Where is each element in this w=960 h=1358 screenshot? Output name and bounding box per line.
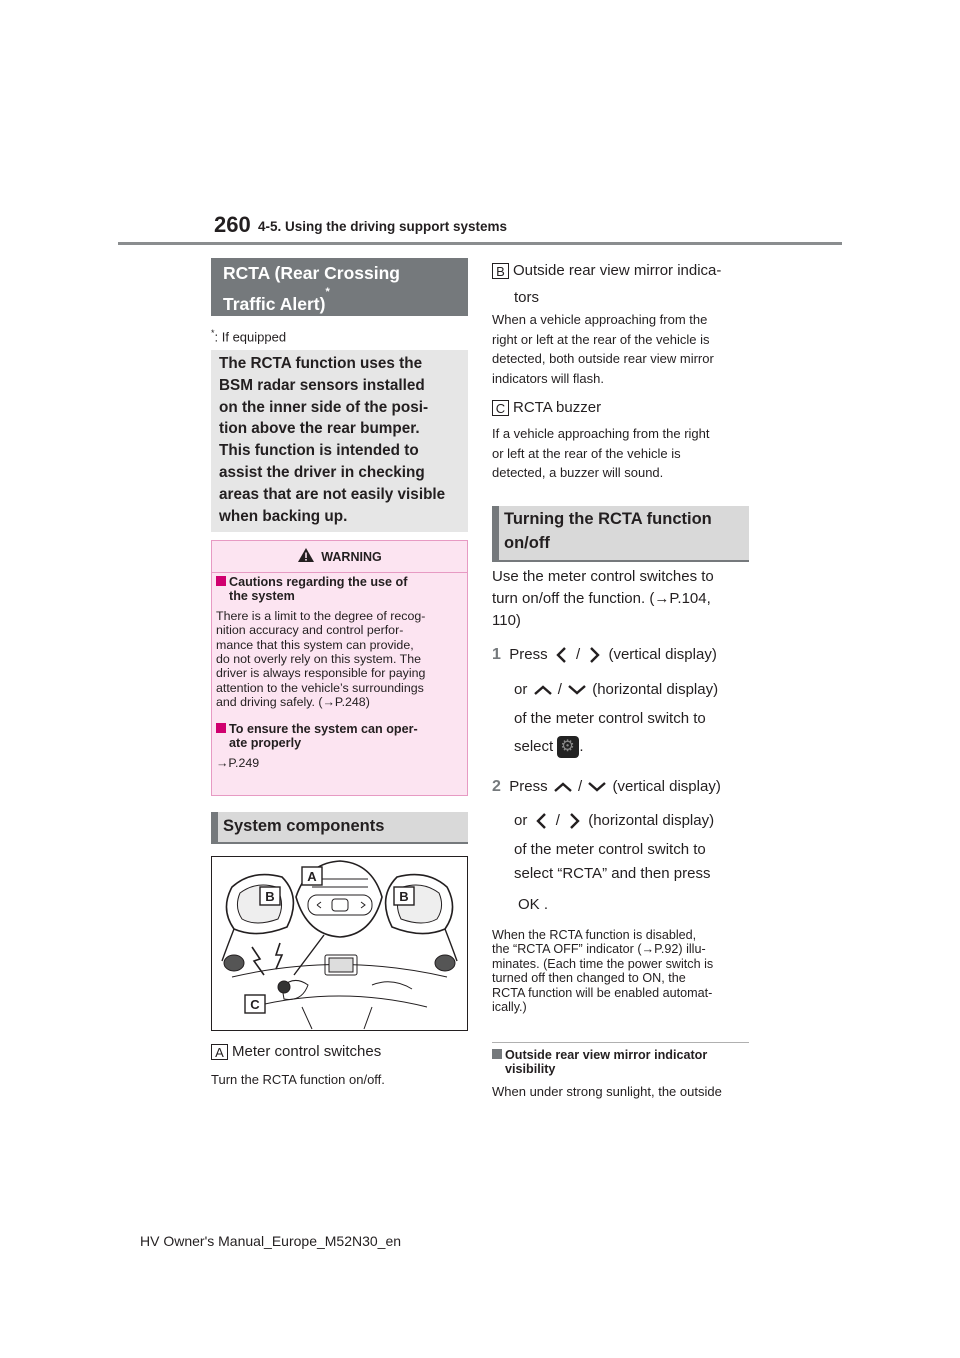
figure-label-b-right: B: [399, 889, 409, 904]
intro-line: The RCTA function uses the: [219, 355, 423, 372]
section-divider: [492, 1042, 749, 1043]
warning-box: [211, 540, 468, 796]
step-1-line2: or / (horizontal display): [514, 681, 719, 698]
intro-line: BSM radar sensors installed: [219, 376, 425, 394]
cockpit-illustration: [211, 856, 468, 1031]
ok-button-icon: OK: [518, 896, 540, 913]
step-1-line1: 1 Press / (vertical display): [492, 644, 717, 666]
step-2-line1: 2 Press / (vertical display): [492, 778, 721, 795]
warning-ref: →P.249: [216, 756, 260, 771]
item-a-desc: Turn the RCTA function on/off.: [211, 1072, 385, 1087]
intro-line: when backing up.: [219, 507, 348, 525]
cockpit-drawing: [212, 857, 467, 1030]
label-a: A: [211, 1044, 228, 1060]
chevron-right-icon: [584, 645, 604, 665]
turning-intro: Use the meter control switches to turn on/off the function. (→P.104, 110): [492, 568, 714, 629]
warning-title: WARNING: [212, 547, 467, 564]
step-2-line4: select “RCTA” and then press: [514, 865, 711, 882]
chevron-down-icon: [586, 780, 608, 794]
warning-rule: [212, 572, 467, 573]
chevron-up-icon: [552, 780, 574, 794]
figure-label-b-left: B: [265, 889, 275, 904]
settings-gear-icon: [557, 736, 579, 758]
intro-line: tion above the rear bumper.: [219, 420, 420, 438]
warning-body: [216, 574, 462, 771]
chevron-left-icon: [532, 811, 552, 831]
rcta-heading-line1: RCTA (Rear Crossing: [223, 263, 400, 283]
figure-label-a: A: [307, 869, 317, 884]
rcta-heading: [211, 258, 468, 316]
warning-heading-2: To ensure the system can oper- ate properly: [216, 722, 462, 751]
equipped-note: *: If equipped: [211, 328, 287, 345]
warning-text: There is a limit to the degree of recog- nition accuracy and control perfor- mance that this system can provide, do not overly rely on this system. The driver is always responsible for paying attention to the vehicle’s surroundings and driving safely. (→P.248): [216, 608, 426, 710]
intro-line: This function is intended to: [219, 442, 419, 460]
bullet-square-icon: [216, 576, 226, 586]
chevron-up-icon: [532, 683, 554, 697]
visibility-text: When under strong sunlight, the outside: [492, 1084, 722, 1099]
warning-icon: [297, 547, 315, 563]
turning-heading: Turning the RCTA function on/off: [492, 506, 749, 562]
footer-text: HV Owner's Manual_Europe_M52N30_en: [140, 1233, 402, 1249]
bullet-square-icon: [216, 723, 226, 733]
header-rule: [118, 242, 842, 245]
step-1-line3: of the meter control switch to: [514, 710, 706, 727]
item-b: B Outside rear view mirror indica-: [492, 262, 721, 279]
step-1-line4: select ⚙ .: [514, 736, 584, 758]
disabled-note: When the RCTA function is disabled, the “RCTA OFF” indicator (→P.92) illu- minates. (Each time the power switch is turned off then changed to ON, the RCTA function will be enabled automat- ically.): [492, 928, 714, 1015]
chevron-down-icon: [566, 683, 588, 697]
bullet-square-icon: [492, 1049, 502, 1059]
system-components-heading: System components: [211, 812, 468, 844]
intro-line: on the inner side of the posi-: [219, 398, 429, 416]
chevron-right-icon: [564, 811, 584, 831]
section-title: 4-5. Using the driving support systems: [258, 219, 508, 234]
step-2-line2: or / (horizontal display): [514, 810, 714, 832]
label-b: B: [492, 263, 509, 279]
intro-line: areas that are not easily visible: [219, 485, 446, 503]
step-2-line5: OK .: [518, 896, 549, 913]
item-a: A Meter control switches: [211, 1043, 381, 1060]
page-number: 260: [214, 212, 251, 237]
item-c: C RCTA buzzer: [492, 399, 601, 416]
label-c: C: [492, 400, 509, 416]
item-c-desc: If a vehicle approaching from the right or left at the rear of the vehicle is detected, a buzzer will sound.: [492, 426, 710, 480]
figure-label-c: C: [250, 997, 260, 1012]
warning-heading-1: Cautions regarding the use of the system: [216, 575, 462, 604]
chevron-left-icon: [552, 645, 572, 665]
rcta-heading-line2: Traffic Alert)*: [223, 286, 330, 314]
item-b-desc: When a vehicle approaching from the right or left at the rear of the vehicle is detected, both outside rear view mirror indicators will flash.: [492, 312, 714, 386]
intro-box: [211, 350, 468, 532]
visibility-heading: Outside rear view mirror indicator visibility: [492, 1048, 707, 1077]
step-2-line3: of the meter control switch to: [514, 841, 706, 858]
intro-line: assist the driver in checking: [219, 463, 425, 481]
item-b-title-line2: tors: [514, 289, 540, 306]
